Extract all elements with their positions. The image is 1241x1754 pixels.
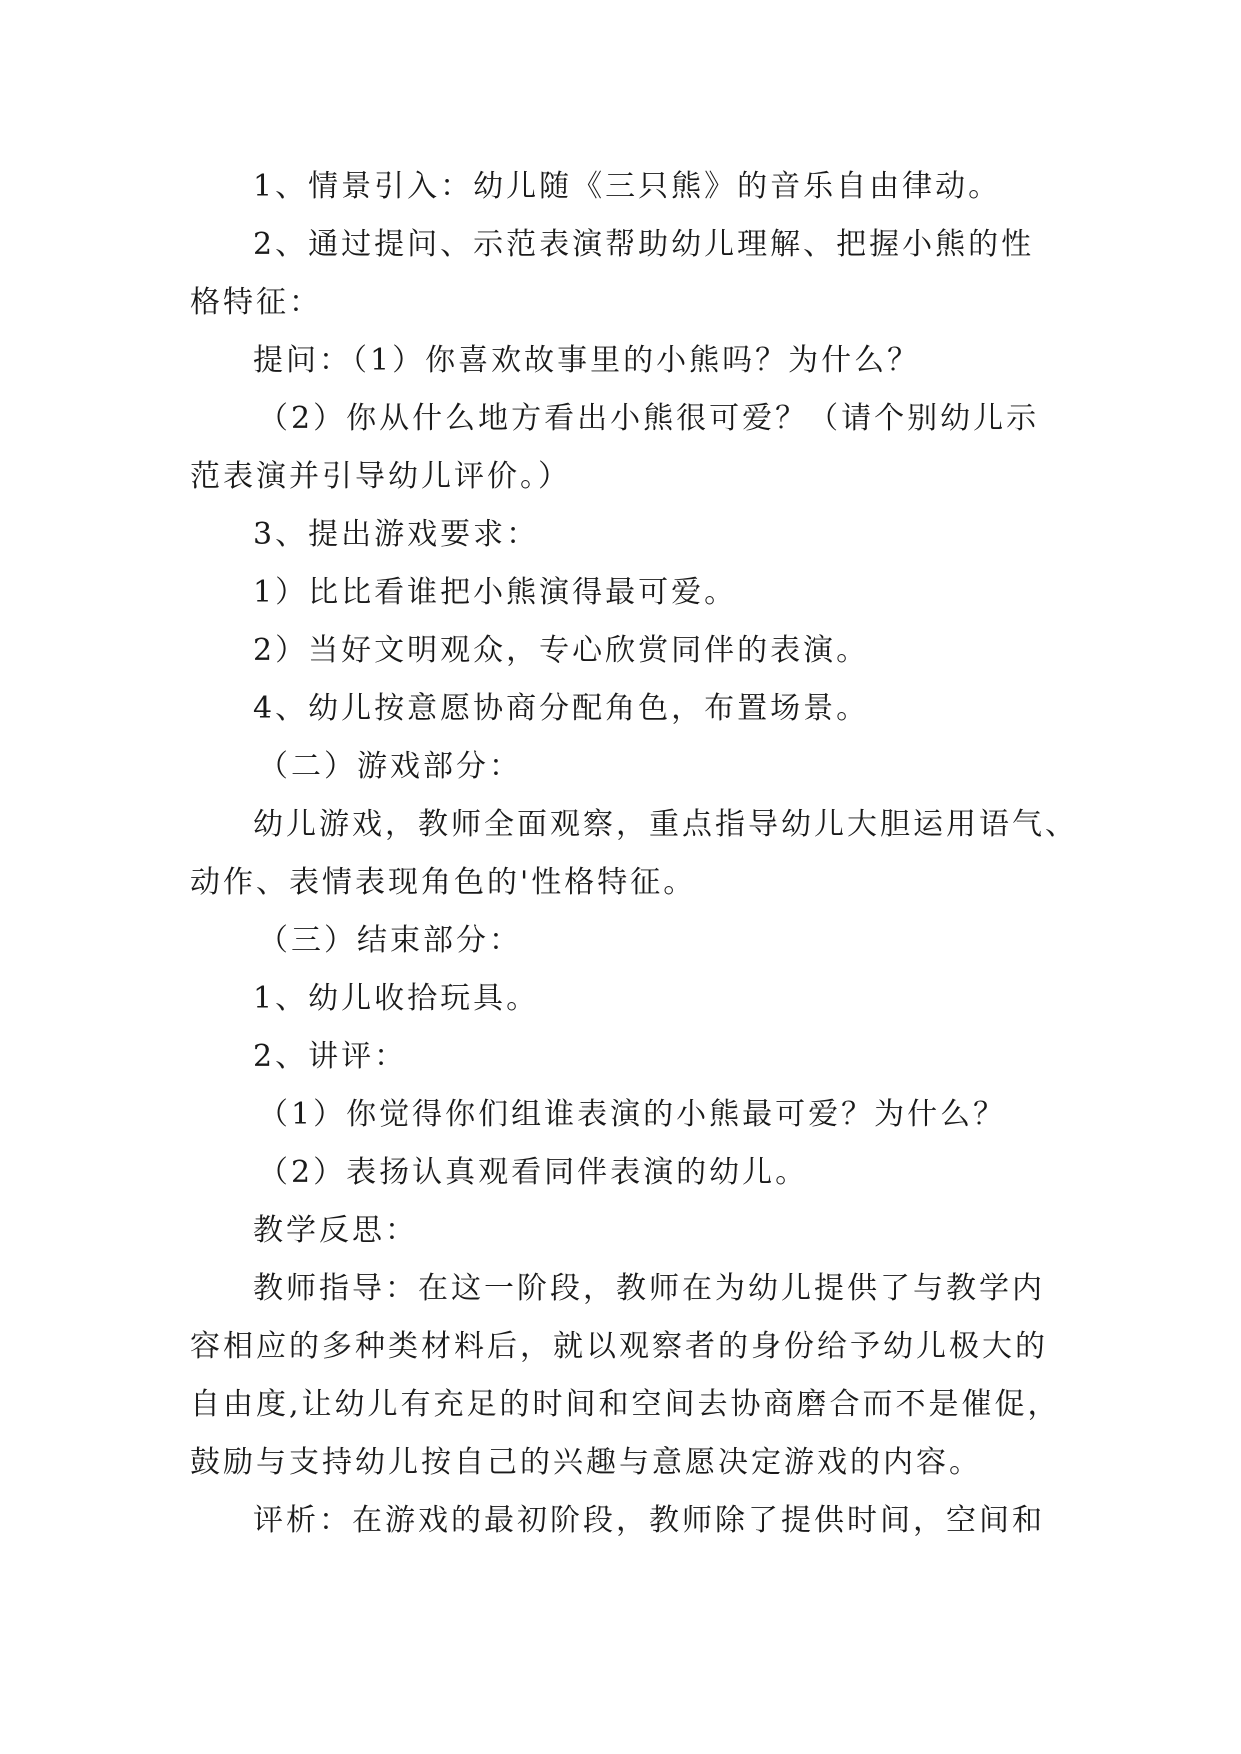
paragraph-line: 自由度,让幼儿有充足的时间和空间去协商磨合而不是催促， [190, 1387, 1061, 1422]
paragraph-line: 2、讲评： [253, 1039, 408, 1074]
paragraph-line: （2）表扬认真观看同伴表演的幼儿。 [258, 1155, 809, 1190]
paragraph-line: 范表演并引导幼儿评价。） [190, 459, 571, 494]
paragraph-line: 容相应的多种类材料后，就以观察者的身份给予幼儿极大的 [190, 1329, 1048, 1364]
section-heading: （三）结束部分： [258, 923, 522, 958]
paragraph-line: 格特征： [190, 285, 322, 320]
paragraph-line: 1、情景引入：幼儿随《三只熊》的音乐自由律动。 [253, 169, 1002, 204]
paragraph-line: 评析：在游戏的最初阶段，教师除了提供时间，空间和 [253, 1503, 1045, 1538]
paragraph-line: 3、提出游戏要求： [253, 517, 540, 552]
paragraph-line: 动作、表情表现角色的'性格特征。 [190, 865, 697, 900]
paragraph-line: 1）比比看谁把小熊演得最可爱。 [253, 575, 738, 610]
paragraph-line: 鼓励与支持幼儿按自己的兴趣与意愿决定游戏的内容。 [190, 1445, 982, 1480]
paragraph-line: 2）当好文明观众，专心欣赏同伴的表演。 [253, 633, 870, 668]
section-heading: 教学反思： [253, 1213, 418, 1248]
section-heading: （二）游戏部分： [258, 749, 522, 784]
paragraph-line: 提问：（1）你喜欢故事里的小熊吗？为什么？ [253, 343, 921, 378]
paragraph-line: 4、幼儿按意愿协商分配角色，布置场景。 [253, 691, 870, 726]
paragraph-line: 幼儿游戏，教师全面观察，重点指导幼儿大胆运用语气、 [253, 807, 1078, 842]
paragraph-line: 2、通过提问、示范表演帮助幼儿理解、把握小熊的性 [253, 227, 1035, 262]
document-body [190, 158, 1078, 1550]
paragraph-line: （2）你从什么地方看出小熊很可爱？（请个别幼儿示 [258, 401, 1040, 436]
paragraph-line: 教师指导：在这一阶段，教师在为幼儿提供了与教学内 [253, 1271, 1045, 1306]
paragraph-line: （1）你觉得你们组谁表演的小熊最可爱？为什么？ [258, 1097, 1007, 1132]
paragraph-line: 1、幼儿收拾玩具。 [253, 981, 540, 1016]
